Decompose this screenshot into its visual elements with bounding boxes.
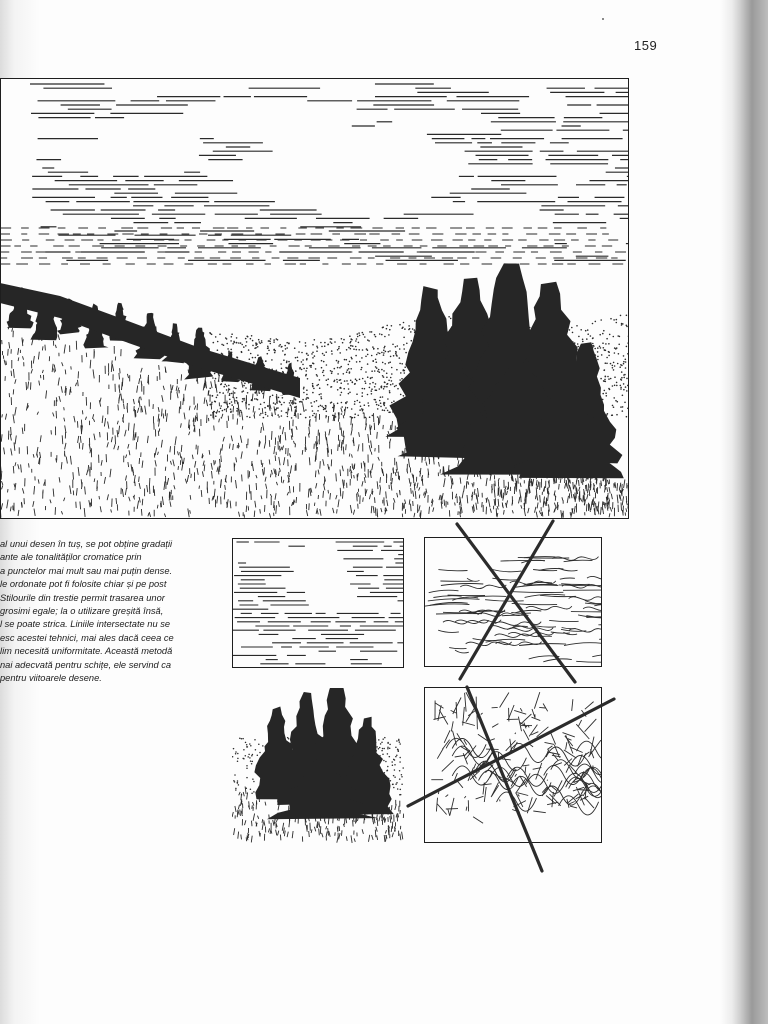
- example-bush-wrong: [424, 687, 602, 843]
- text-line-8: esc acestei tehnici, mai ales dacă ceea ce: [0, 632, 174, 643]
- landscape-drawing: [0, 78, 630, 520]
- printer-dot: [602, 18, 604, 20]
- page-number: 159: [634, 38, 658, 53]
- example-clouds-correct: [232, 538, 404, 668]
- text-line-1: al unui desen în tuș, se pot obține gradații: [0, 539, 173, 549]
- example-clouds-wrong-drawing: [424, 537, 602, 667]
- text-line-10: nai adecvată pentru schițe, ele servind ca: [0, 659, 172, 670]
- text-line-5: Stilourile din trestie permit trasarea unor: [0, 592, 165, 603]
- text-line-7: l se poate strica. Liniile intersectate nu se: [0, 619, 171, 630]
- example-clouds-wrong: [424, 537, 602, 667]
- main-landscape-illustration: [0, 78, 630, 520]
- text-line-3: a punctelor mai mult sau mai puțin dense.: [0, 565, 173, 576]
- text-line-6: grosimi egale; la o utilizare greșită însă,: [0, 606, 164, 617]
- example-bush-wrong-drawing: [424, 687, 602, 843]
- text-line-2: ante ale tonalităților cromatice prin: [0, 552, 142, 563]
- text-line-11: pentru viitoarele desene.: [0, 673, 102, 684]
- body-text-column: [0, 538, 212, 685]
- example-trees-correct: [232, 688, 404, 844]
- example-trees-correct-drawing: [232, 688, 404, 844]
- text-line-9: lim necesită uniformitate. Această metodă: [0, 646, 173, 657]
- example-clouds-correct-drawing: [232, 538, 404, 668]
- text-line-4: le ordonate pot fi folosite chiar și pe post: [0, 579, 167, 590]
